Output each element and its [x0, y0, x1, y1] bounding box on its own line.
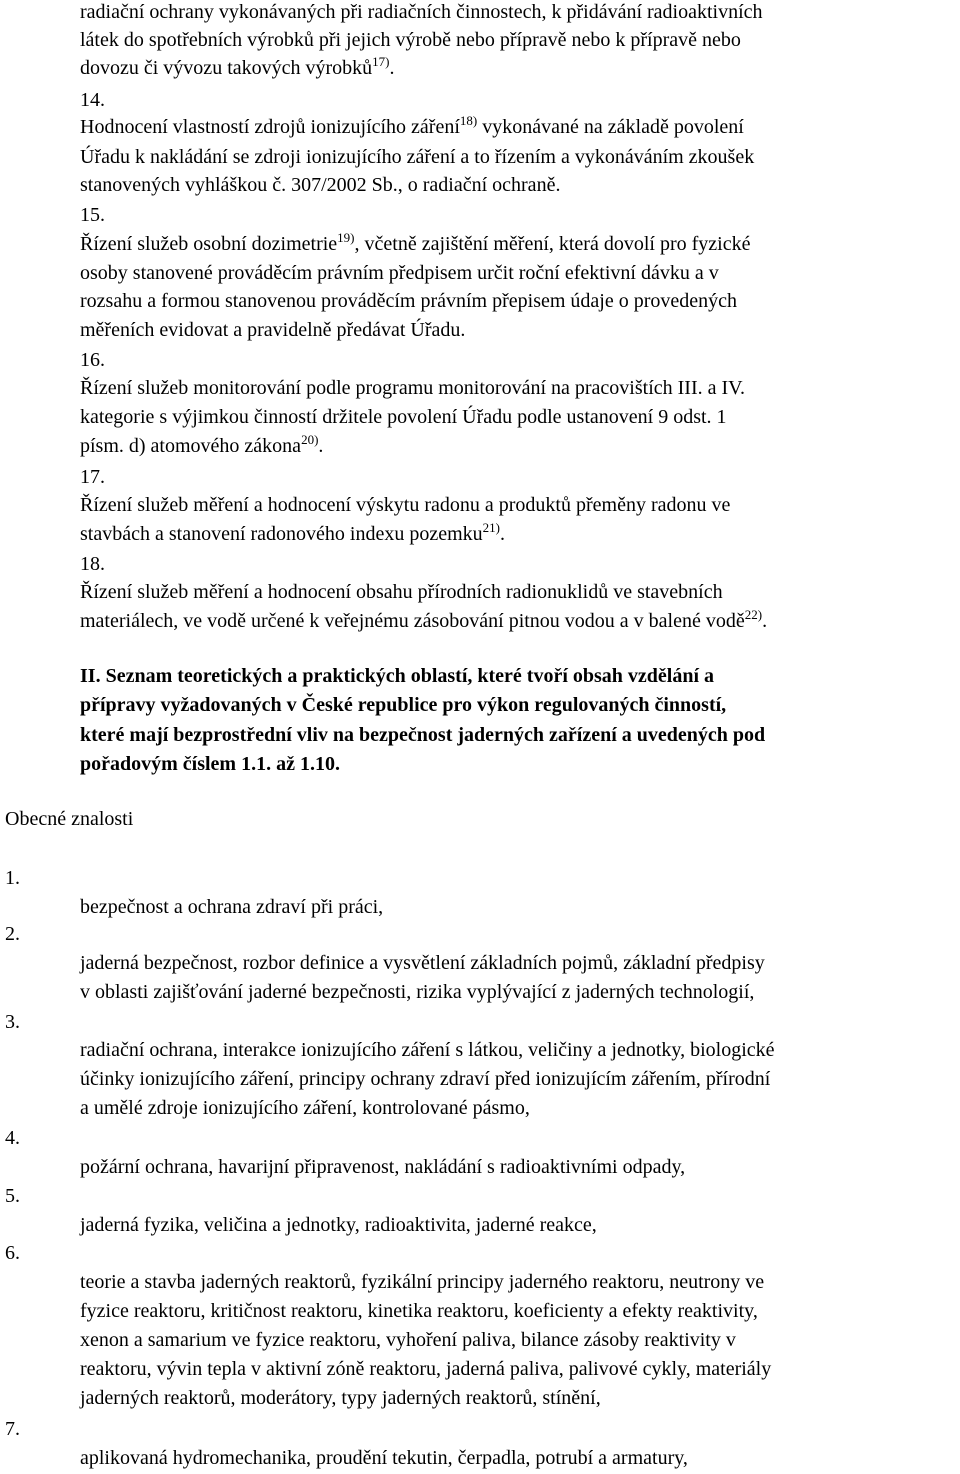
- list-item-6-line-5: jaderných reaktorů, moderátory, typy jaderných reaktorů, stínění,: [80, 1387, 601, 1409]
- list-number-2: 2.: [5, 923, 20, 945]
- list-number-6: 6.: [5, 1242, 20, 1264]
- item-15-line-3: rozsahu a formou stanovenou prováděcím právním přepisem údaje o provedených: [80, 290, 738, 312]
- list-item-6-line-2: fyzice reaktoru, kritičnost reaktoru, kinetika reaktoru, koeficienty a efekty reaktivity,: [80, 1300, 758, 1322]
- section-2-heading-line-1: II. Seznam teoretických a praktických oblastí, které tvoří obsah vzdělání a: [80, 665, 715, 687]
- item-16-line-2: kategorie s výjimkou činností držitele povolení Úřadu podle ustanovení 9 odst. 1: [80, 406, 727, 428]
- list-item-3-line-3: a umělé zdroje ionizujícího záření, kontrolované pásmo,: [80, 1097, 530, 1119]
- list-item-3-line-1: radiační ochrana, interakce ionizujícího záření s látkou, veličiny a jednotky, biologické: [80, 1039, 775, 1061]
- item-17-line-2-tail: .: [500, 523, 505, 545]
- list-item-3-line-2: účinky ionizujícího záření, principy ochrany zdraví před ionizujícím zářením, přírodní: [80, 1068, 771, 1090]
- section-2-heading-line-3: které mají bezprostřední vliv na bezpečnost jaderných zařízení a uvedených pod: [80, 724, 766, 746]
- footnote-ref-17: 17): [372, 54, 390, 69]
- item-15-number: 15.: [80, 204, 105, 226]
- list-item-6-line-4: reaktoru, vývin tepla v aktivní zóně reaktoru, jaderná paliva, palivové cykly, materiály: [80, 1358, 772, 1380]
- item-18-number: 18.: [80, 553, 105, 575]
- list-number-1: 1.: [5, 867, 20, 889]
- item-18-line-2-text: materiálech, ve vodě určené k veřejnému zásobování pitnou vodou a v balené vodě: [80, 610, 745, 632]
- general-heading: Obecné znalosti: [5, 808, 134, 830]
- item-17-number: 17.: [80, 466, 105, 488]
- list-number-7: 7.: [5, 1418, 20, 1440]
- list-item-2-line-1: jaderná bezpečnost, rozbor definice a vysvětlení základních pojmů, základní předpisy: [80, 952, 765, 974]
- item-18-line-2: [80, 609, 767, 633]
- list-item-7-line-1: aplikovaná hydromechanika, proudění tekutin, čerpadla, potrubí a armatury,: [80, 1447, 688, 1469]
- item-16-number: 16.: [80, 349, 105, 371]
- item-17-line-2-text: stavbách a stanovení radonového indexu pozemku: [80, 523, 483, 545]
- item-17-line-2: [80, 522, 505, 546]
- intro-line-2: látek do spotřebních výrobků při jejich výrobě nebo přípravě nebo k přípravě nebo: [80, 29, 741, 51]
- item-15-line-1-text: Řízení služeb osobní dozimetrie: [80, 233, 338, 255]
- intro-line-1: radiační ochrany vykonávaných při radiačních činnostech, k přidávání radioaktivních: [80, 1, 763, 23]
- item-16-line-3-text: písm. d) atomového zákona: [80, 435, 302, 457]
- item-14-line-2: Úřadu k nakládání se zdroji ionizujícího záření a to řízením a vykonáváním zkoušek: [80, 146, 755, 168]
- list-item-5-line-1: jaderná fyzika, veličina a jednotky, radioaktivita, jaderné reakce,: [80, 1214, 597, 1236]
- item-15-line-1-tail: , včetně zajištění měření, která dovolí pro fyzické: [354, 233, 751, 255]
- item-14-number: 14.: [80, 89, 105, 111]
- footnote-ref-18: 18): [459, 113, 478, 128]
- item-18-line-1: Řízení služeb měření a hodnocení obsahu přírodních radionuklidů ve stavebních: [80, 581, 723, 603]
- footnote-ref-19: 19): [337, 230, 355, 245]
- item-14-line-1-tail: vykonávané na základě povolení: [477, 116, 744, 138]
- list-number-3: 3.: [5, 1011, 20, 1033]
- item-15-line-4: měřeních evidovat a pravidelně předávat Úřadu.: [80, 319, 466, 341]
- item-16-line-1: Řízení služeb monitorování podle programu monitorování na pracovištích III. a IV.: [80, 377, 746, 399]
- item-16-line-3-tail: .: [318, 435, 324, 457]
- footnote-ref-21: 21): [482, 520, 500, 535]
- list-number-5: 5.: [5, 1185, 20, 1207]
- footnote-ref-20: 20): [301, 432, 319, 447]
- item-17-line-1: Řízení služeb měření a hodnocení výskytu radonu a produktů přeměny radonu ve: [80, 494, 731, 516]
- section-2-heading-line-4: pořadovým číslem 1.1. až 1.10.: [80, 753, 340, 775]
- list-item-4-line-1: požární ochrana, havarijní připravenost, nakládání s radioaktivními odpady,: [80, 1156, 686, 1178]
- item-14-line-1: [80, 115, 744, 139]
- intro-line-3-text: dovozu či vývozu takových výrobků: [80, 57, 373, 79]
- footnote-ref-22: 22): [744, 607, 763, 622]
- list-item-6-line-1: teorie a stavba jaderných reaktorů, fyzikální principy jaderného reaktoru, neutrony ve: [80, 1271, 765, 1293]
- list-item-1-line-1: bezpečnost a ochrana zdraví při práci,: [80, 896, 384, 918]
- list-item-6-line-3: xenon a samarium ve fyzice reaktoru, vyhoření paliva, bilance zásoby reaktivity v: [80, 1329, 736, 1351]
- list-item-2-line-2: v oblasti zajišťování jaderné bezpečnosti, rizika vyplývající z jaderných technologií,: [80, 981, 755, 1003]
- item-15-line-2: osoby stanovené prováděcím právním předpisem určit roční efektivní dávku a v: [80, 262, 719, 284]
- list-number-4: 4.: [5, 1127, 20, 1149]
- item-14-line-1-text: Hodnocení vlastností zdrojů ionizujícího záření: [80, 116, 460, 138]
- item-15-line-1: [80, 232, 750, 256]
- section-2-heading-line-2: přípravy vyžadovaných v České republice pro výkon regulovaných činností,: [80, 694, 727, 716]
- intro-line-3: [80, 56, 395, 80]
- intro-line-3-tail: .: [389, 57, 395, 79]
- item-18-line-2-tail: .: [762, 610, 768, 632]
- item-16-line-3: [80, 434, 323, 458]
- item-14-line-3: stanovených vyhláškou č. 307/2002 Sb., o radiační ochraně.: [80, 174, 561, 196]
